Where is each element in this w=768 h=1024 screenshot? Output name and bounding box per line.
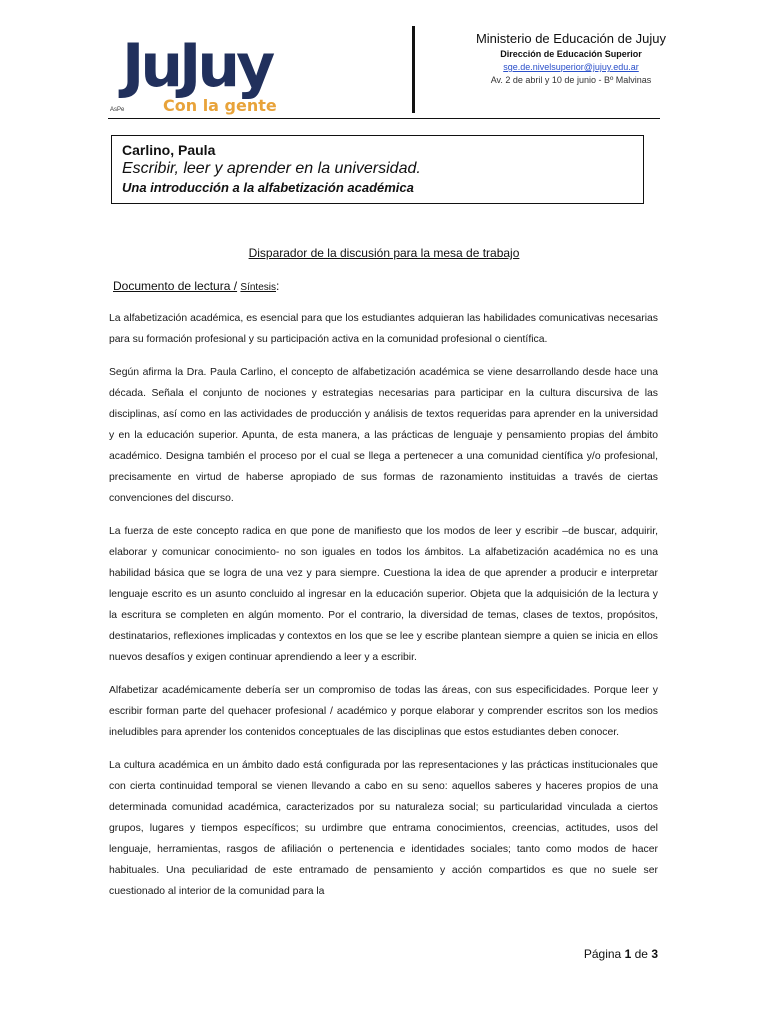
book-title: Escribir, leer y aprender en la universidad. [122,160,421,177]
logo-tagline: Con la gente [163,96,277,115]
document-label [113,279,279,293]
doc-label-colon: : [276,279,280,293]
paragraph: La fuerza de este concepto radica en que pone de manifiesto que los modos de leer y escribir –de buscar, adquirir, elaborar y comunicar conocimiento- no son iguales en todos los ámbitos. La alfabetización académica no es una habilidad básica que se logra de una vez y para siempre. Cuestiona la idea de que aprender a producir e interpretar lenguaje escrito es un asunto concluido al ingresar en la educación superior. Objeta que la adquisición de la lectura y la escritura se completen en algún momento. Por el contrario, la diversidad de temas, clases de textos, propósitos, destinatarios, reflexiones implicadas y contextos en los que se lee y escribe plantean siempre a quien se inicia en ellos nuevos desafíos y exigen continuar aprendiendo a leer y a escribir. [109,526,658,663]
address: Av. 2 de abril y 10 de junio - Bº Malvinas [490,75,652,85]
current-page: 1 [624,947,632,961]
direction-name: Dirección de Educación Superior [500,49,642,59]
total-pages: 3 [651,947,658,961]
header-divider [412,26,415,113]
ministry-title: Ministerio de Educación de Jujuy [475,31,667,46]
page-word: Página [583,947,622,961]
body-text [109,308,658,914]
paragraph: La alfabetización académica, es esencial para que los estudiantes adquieran las habilidades comunicativas necesarias para su formación profesional y su participación activa en la comunidad profesional o científica. [109,313,658,345]
jujuy-logo [122,31,308,116]
header-rule [108,118,660,119]
doc-label-small: Síntesis [240,282,276,293]
logo-wordmark: JuJuy [122,31,272,101]
page-number [584,947,658,961]
paragraph: Alfabetizar académicamente debería ser un compromiso de todas las áreas, con sus especificidades. Porque leer y escribir forman parte del quehacer profesional / académico y porque elaborar y comprender escritos son los medios ineludibles para aprender los contenidos conceptuales de las disciplinas que estos estudiantes deben conocer. [109,685,658,738]
author: Carlino, Paula [122,142,216,158]
of-word: de [634,947,648,961]
doc-label-main: Documento de lectura / [113,279,238,293]
email-link[interactable]: sge.de.nivelsuperior@jujuy.edu.ar [503,62,639,72]
mini-label: AsPe [110,107,125,113]
book-subtitle: Una introducción a la alfabetización académica [122,180,414,195]
paragraph: La cultura académica en un ámbito dado está configurada por las representaciones y las prácticas institucionales que con cierta continuidad temporal se vienen llevando a cabo en su seno: aquellos saberes y haceres propios de una determinada comunidad académica, caracterizados por su naturaleza social; su particularidad vinculada a ciertos grupos, lugares y tiempos específicos; su urdimbre que entrama conocimientos, creencias, actitudes, usos del lenguaje, herramientas, rasgos de afiliación o pertenencia e identidades sociales; tanto como modos de hacer habituales. Una peculiaridad de este entramado de pensamiento y acción compartidos es que no suele ser cuestionado al interior de la comunidad para la [109,760,658,897]
ministry-block [446,31,696,87]
section-heading: Disparador de la discusión para la mesa de trabajo [248,246,520,260]
paragraph: Según afirma la Dra. Paula Carlino, el concepto de alfabetización académica se viene desarrollando desde hace una década. Señala el conjunto de nociones y estrategias necesarias para participar en la cultura discursiva de las disciplinas, así como en las actividades de producción y análisis de textos requeridas para aprender en la universidad y en la educación superior. Apunta, de esta manera, a las prácticas de lenguaje y pensamiento propias del ámbito académico. Designa también el proceso por el cual se llega a pertenecer a una comunidad científica y/o profesional, precisamente en virtud de haberse apropiado de sus formas de razonamiento instituidas a través de ciertas convenciones del discurso. [109,367,658,504]
title-box [111,135,644,204]
